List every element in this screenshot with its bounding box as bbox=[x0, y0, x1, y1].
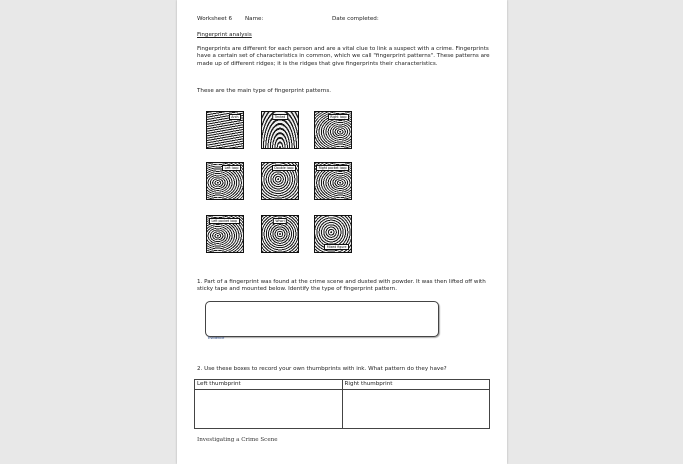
pattern-label: Right loop bbox=[328, 114, 349, 120]
pattern-label: Right pocket loop bbox=[316, 165, 349, 171]
worksheet-number: Worksheet 6 bbox=[197, 16, 233, 22]
pattern-label: Tented bbox=[272, 114, 288, 120]
fingerprint-mixed-figure bbox=[314, 215, 352, 253]
date-label: Date completed: bbox=[332, 16, 379, 22]
fingerprint-left-pocket-loop bbox=[206, 215, 244, 253]
page-title: Fingerprint analysis bbox=[197, 32, 252, 38]
fingerprint-double-loop bbox=[261, 162, 299, 200]
left-thumbprint-header: Left thumbprint bbox=[195, 380, 343, 390]
pattern-label: Mixed figure bbox=[324, 244, 349, 250]
page-footer: Investigating a Crime Scene bbox=[197, 437, 278, 443]
right-thumbprint-box bbox=[342, 390, 490, 429]
fingerprint-whorl bbox=[261, 215, 299, 253]
fingerprint-right-pocket-loop bbox=[314, 162, 352, 200]
fingerprint-tented bbox=[261, 111, 299, 149]
fingerprint-left-loop bbox=[206, 162, 244, 200]
question-1: 1. Part of a fingerprint was found at the crime scene and dusted with powder. It was then lifted off with sticky tape and mounted below. Identify the type of fingerprint pattern. bbox=[197, 279, 486, 293]
fingerprint-arch bbox=[206, 111, 244, 149]
left-thumbprint-box bbox=[195, 390, 343, 429]
patterns-heading: These are the main type of fingerprint patterns. bbox=[197, 88, 332, 94]
intro-paragraph: Fingerprints are different for each person and are a vital clue to link a suspect with a crime. Fingerprints have a certain set of characteristics in common, which we call "fingerprint patterns". These patterns are made up of different ridges; it is the ridges that give fingerprints their characteristics. bbox=[197, 46, 490, 67]
name-label: Name: bbox=[245, 16, 264, 22]
worksheet-page bbox=[177, 0, 507, 464]
pattern-label: Double loop bbox=[272, 165, 296, 171]
evidence-tape-box bbox=[205, 301, 439, 337]
right-thumbprint-header: Right thumbprint bbox=[342, 380, 490, 390]
fingerprint-right-loop bbox=[314, 111, 352, 149]
pattern-label: Left loop bbox=[222, 165, 241, 171]
pattern-label: Arch bbox=[229, 114, 241, 120]
pattern-label: Whorl bbox=[273, 218, 287, 224]
question-2: 2. Use these boxes to record your own thumbprints with ink. What pattern do they have? bbox=[197, 366, 447, 372]
thumbprint-table bbox=[194, 379, 490, 429]
evidence-caption: Evidence bbox=[208, 336, 225, 340]
pattern-label: Left pocket loop bbox=[209, 218, 240, 224]
